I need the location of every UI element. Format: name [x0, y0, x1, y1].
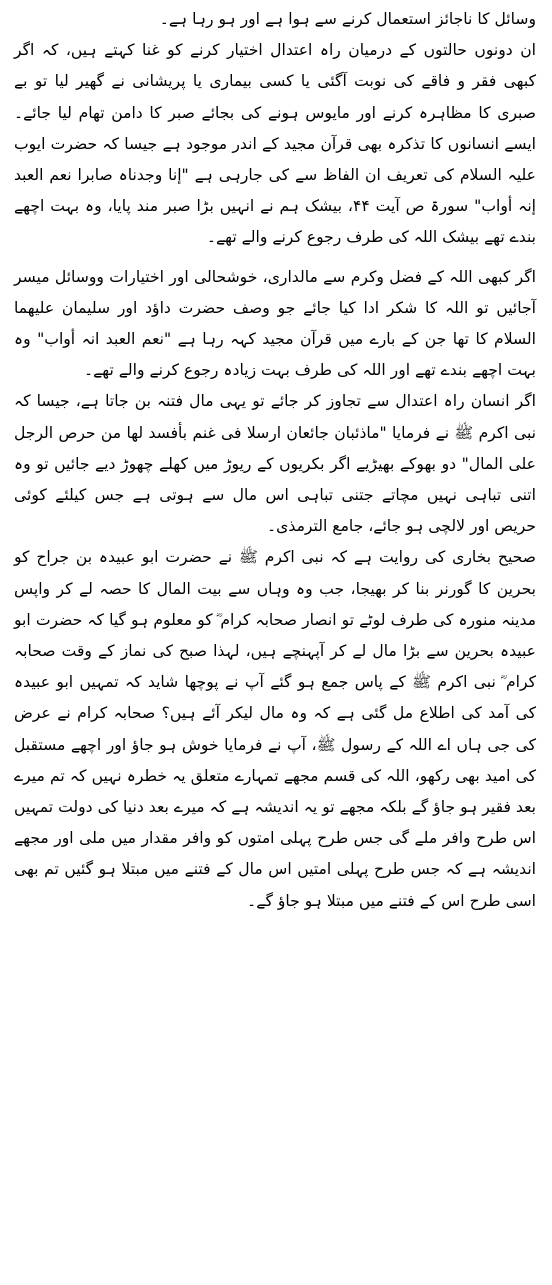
paragraph-3: اگر کبھی اللہ کے فضل وکرم سے مالداری، خوشحالی اور اختیارات ووسائل میسر آجائیں تو اللہ کا شکر ادا کیا جائے جو وصف حضرت داؤد اور سلیمان علیھما السلام کا تھا جن کے بارے میں قرآن مجید کہہ رہا ہے "نعم العبد انہ أواب" وہ بہت اچھے بندے تھے اور اللہ کی طرف بہت زیادہ رجوع کرنے والے تھے۔ [14, 267, 536, 380]
paragraph-2: ان دونوں حالتوں کے درمیان راہ اعتدال اختیار کرنے کو غنا کہتے ہیں، کہ اگر کبھی فقر و فاقے کی نوبت آگئی یا کسی بیماری یا پریشانی نے گھیر لیا تو بے صبری کا مظاہرہ کرنے اور مایوس ہونے کی بجائے صبر کا دامن تھام لیا جائے۔ ایسے انسانوں کا تذکرہ بھی قرآن مجید کے اندر موجود ہے جیسا کہ حضرت ایوب علیہ السلام کی تعریف ان الفاظ سے کی جارہی ہے "إنا وجدناہ صابرا نعم العبد إنہ أواب" سورۃ ص آیت ۴۴، بیشک ہم نے انہیں بڑا صبر مند پایا، وہ بہت اچھے بندے تھے بیشک اللہ کی طرف رجوع کرنے والے تھے۔ [14, 41, 536, 247]
paragraph-gap [14, 254, 536, 262]
paragraph-4: اگر انسان راہ اعتدال سے تجاوز کر جائے تو یہی مال فتنہ بن جاتا ہے، جیسا کہ نبی اکرم ﷺ نے فرمایا "ماذئبان جائعان ارسلا فی غنم بأفسد لھا من حرص الرجل علی المال" دو بھوکے بھیڑیے اگر بکریوں کے ریوڑ میں کھلے چھوڑ دیے جائیں تو وہ اتنی تباہی نہیں مچاتے جتنی تباہی اس مال سے ہوتی ہے جس کیلئے کوئی حریص اور لالچی ہو جائے، جامع الترمذی۔ [14, 392, 536, 536]
paragraph-1: وسائل کا ناجائز استعمال کرنے سے ہوا ہے اور ہو رہا ہے۔ [159, 10, 536, 28]
paragraph-5: صحیح بخاری کی روایت ہے کہ نبی اکرم ﷺ نے حضرت ابو عبیدہ بن جراح کو بحرین کا گورنر بنا کر بھیجا، جب وہ وہاں سے بیت المال کا حصہ لے کر واپس مدینہ منورہ کی طرف لوٹے تو انصار صحابہ کرام ؓ کو معلوم ہو گیا کہ حضرت ابو عبیدہ بحرین سے بڑا مال لے کر آپہنچے ہیں، لہذا صبح کی نماز کے وقت صحابہ کرام ؓ نبی اکرم ﷺ کے پاس جمع ہو گئے آپ نے پوچھا شاید کہ تمہیں ابو عبیدہ کی آمد کی اطلاع مل گئی ہے کہ وہ مال لیکر آئے ہیں؟ صحابہ کرام نے عرض کی جی ہاں اے اللہ کے رسول ﷺ، آپ نے فرمایا خوش ہو جاؤ اور اچھے مستقبل کی امید بھی رکھو، اللہ کی قسم مجھے تمہارے متعلق یہ خطرہ نہیں کہ تم میرے بعد فقیر ہو جاؤ گے بلکہ مجھے تو یہ اندیشہ ہے کہ میرے بعد دنیا کی دولت تمہیں اس طرح وافر ملے گی جس طرح پہلی امتوں کو وافر مقدار میں ملی اور مجھے اندیشہ ہے کہ جس طرح پہلی امتیں اس مال کے فتنے میں مبتلا ہو گئیں تم بھی اسی طرح اس کے فتنے میں مبتلا ہو جاؤ گے۔ [14, 548, 536, 910]
